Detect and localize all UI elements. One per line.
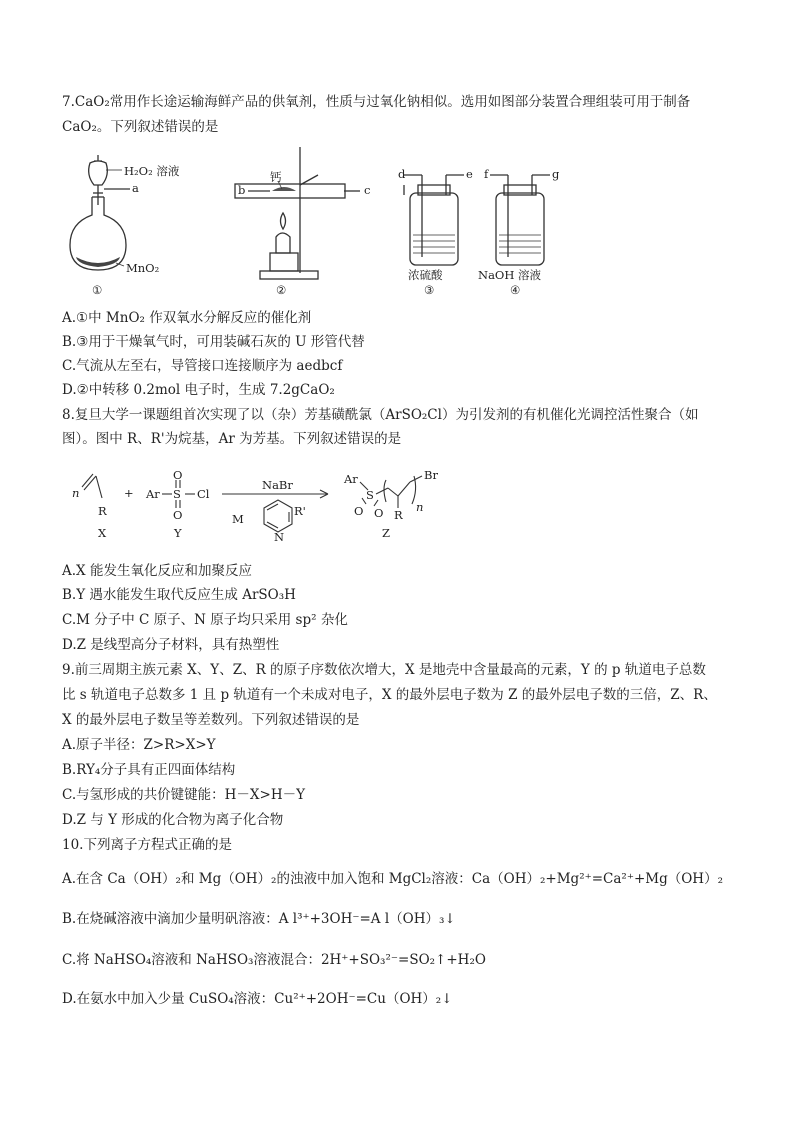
q10-stem: 10.下列离子方程式正确的是 xyxy=(62,837,232,853)
y-o-bottom-label: O xyxy=(173,508,183,522)
app1-number: ① xyxy=(92,283,103,297)
q10-option-b: B.在烧碱溶液中滴加少量明矾溶液：A l³⁺+3OH⁻=A l（OH）₃↓ xyxy=(62,911,456,927)
q10-option-a: A.在含 Ca（OH）₂和 Mg（OH）₂的浊液中加入饱和 MgCl₂溶液：Ca（OH）₂+Mg²⁺=Ca²⁺+Mg（OH）₂ xyxy=(62,871,723,887)
app2-port-left-label: b xyxy=(238,183,246,197)
z-n-label: n xyxy=(416,500,424,514)
app4-port-right-label: g xyxy=(552,167,560,181)
q9-option-a: A.原子半径：Z>R>X>Y xyxy=(62,737,216,753)
q9-stem-line1: 9.前三周期主族元素 X、Y、Z、R 的原子序数依次增大，X 是地壳中含量最高的元素，Y 的 p 轨道电子总数 xyxy=(62,662,706,678)
q7-option-d: D.②中转移 0.2mol 电子时，生成 7.2gCaO₂ xyxy=(62,382,335,398)
y-o-top-label: O xyxy=(173,468,183,482)
reagent-label: NaBr xyxy=(262,478,293,492)
q8-option-d: D.Z 是线型高分子材料，具有热塑性 xyxy=(62,637,280,653)
q8-option-a: A.X 能发生氧化反应和加聚反应 xyxy=(62,563,252,579)
app1-reagent-bottom-label: MnO₂ xyxy=(126,261,160,275)
q8-reaction-scheme xyxy=(62,468,502,554)
q7-option-c: C.气流从左至右，导管接口连接顺序为 aedbcf xyxy=(62,358,343,374)
q9-option-b: B.RY₄分子具有正四面体结构 xyxy=(62,762,236,778)
z-o2-label: O xyxy=(374,506,384,520)
app3-reagent-label: 浓硫酸 xyxy=(408,268,443,282)
z-r-label: R xyxy=(394,508,403,522)
q8-option-b: B.Y 遇水能发生取代反应生成 ArSO₃H xyxy=(62,587,296,603)
app2-reagent-label: 钙 xyxy=(270,170,282,184)
m-compound-label: M xyxy=(232,512,244,526)
q10-option-d: D.在氨水中加入少量 CuSO₄溶液：Cu²⁺+2OH⁻=Cu（OH）₂↓ xyxy=(62,991,453,1007)
q10-option-c: C.将 NaHSO₄溶液和 NaHSO₃溶液混合：2H⁺+SO₃²⁻=SO₂↑+H₂O xyxy=(62,952,486,968)
app1-reagent-top-label: H₂O₂ 溶液 xyxy=(124,164,180,178)
plus-sign: + xyxy=(124,486,134,500)
y-s-label: S xyxy=(173,487,181,501)
q7-option-b: B.③用于干燥氧气时，可用装碱石灰的 U 形管代替 xyxy=(62,334,365,350)
app3-number: ③ xyxy=(424,283,435,297)
app3-port-left-label: d xyxy=(398,167,406,181)
x-n-label: n xyxy=(72,486,80,500)
q9-option-d: D.Z 与 Y 形成的化合物为离子化合物 xyxy=(62,812,284,828)
y-ar-label: Ar xyxy=(146,487,160,501)
m-r-label: R' xyxy=(294,504,306,518)
m-n-label: N xyxy=(274,530,285,544)
z-compound-label: Z xyxy=(382,526,390,540)
q9-stem-line3: X 的最外层电子数呈等差数列。下列叙述错误的是 xyxy=(62,712,360,728)
q7-apparatus-figure xyxy=(60,145,600,305)
q9-option-c: C.与氢形成的共价键键能：H－X>H－Y xyxy=(62,787,306,803)
x-r-label: R xyxy=(98,504,107,518)
q7-stem-line1: 7.CaO₂常用作长途运输海鲜产品的供氧剂，性质与过氧化钠相似。选用如图部分装置合理组装可用于制备 xyxy=(62,94,691,110)
q8-stem-line2: 图）。图中 R、R'为烷基，Ar 为芳基。下列叙述错误的是 xyxy=(62,431,402,447)
q8-stem-line1: 8.复旦大学一课题组首次实现了以（杂）芳基磺酰氯（ArSO₂Cl）为引发剂的有机催化光调控活性聚合（如 xyxy=(62,407,699,423)
z-o1-label: O xyxy=(354,504,364,518)
z-ar-label: Ar xyxy=(344,472,358,486)
app2-number: ② xyxy=(276,283,287,297)
app1-port-label: a xyxy=(132,181,139,195)
z-s-label: S xyxy=(366,488,374,502)
q8-option-c: C.M 分子中 C 原子、N 原子均只采用 sp² 杂化 xyxy=(62,612,348,628)
app4-number: ④ xyxy=(510,283,521,297)
q7-stem-line2: CaO₂。下列叙述错误的是 xyxy=(62,119,219,135)
app3-port-right-label: e xyxy=(466,167,473,181)
x-compound-label: X xyxy=(98,526,107,540)
app4-port-left-label: f xyxy=(484,167,489,181)
app2-port-right-label: c xyxy=(364,183,371,197)
q9-stem-line2: 比 s 轨道电子总数多 1 且 p 轨道有一个未成对电子，X 的最外层电子数为 Z 的最外层电子数的三倍，Z、R、 xyxy=(62,687,717,703)
q7-option-a: A.①中 MnO₂ 作双氧水分解反应的催化剂 xyxy=(62,310,312,326)
y-cl-label: Cl xyxy=(197,487,210,501)
z-br-label: Br xyxy=(424,468,438,482)
app4-reagent-label: NaOH 溶液 xyxy=(478,268,542,282)
y-compound-label: Y xyxy=(174,526,182,540)
